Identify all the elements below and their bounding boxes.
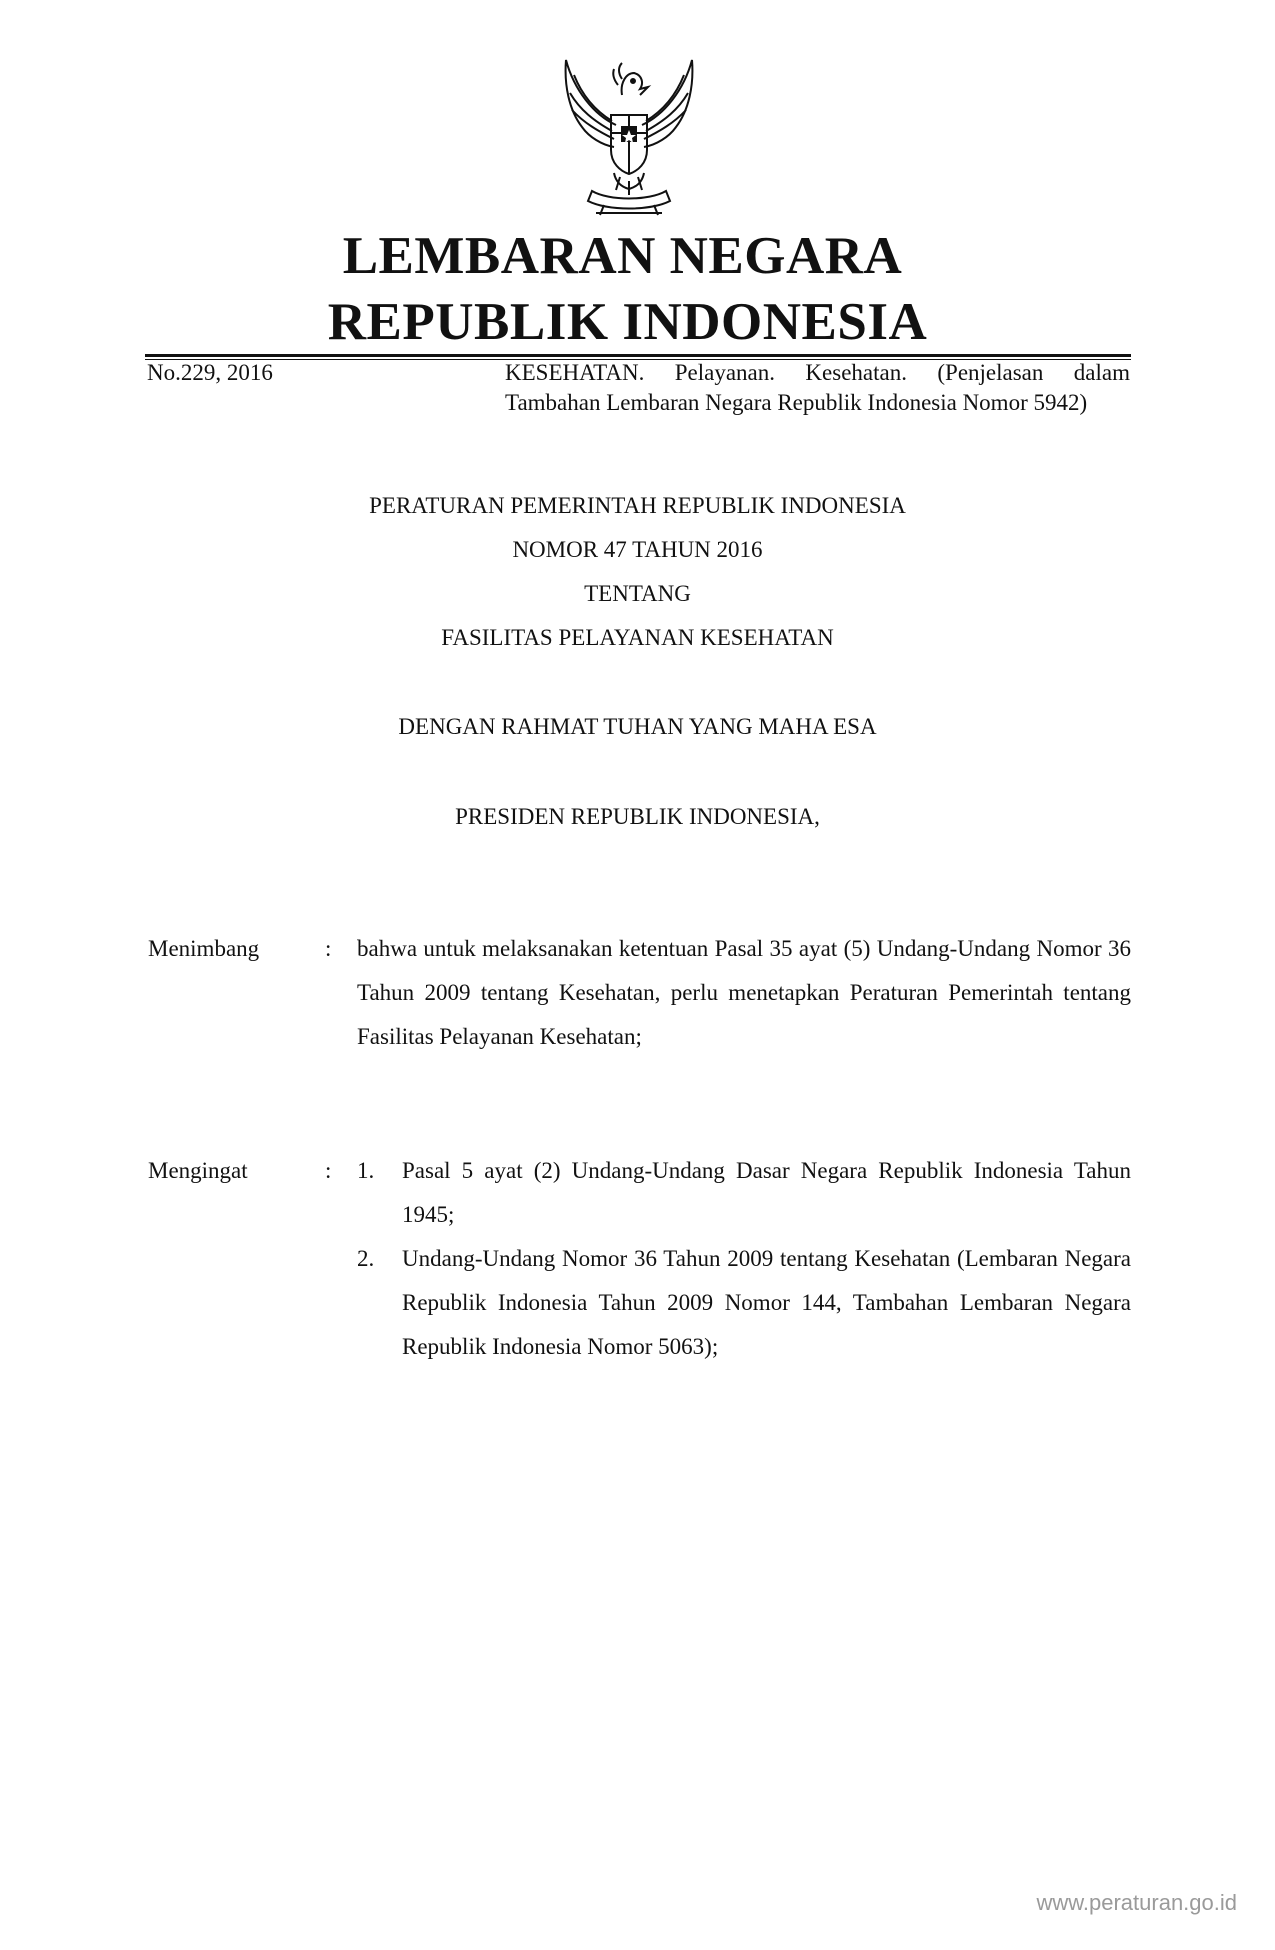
regulation-title: PERATURAN PEMERINTAH REPUBLIK INDONESIA [369, 493, 906, 518]
mengingat-item-number: 1. [357, 1158, 375, 1183]
menimbang-text: bahwa untuk melaksanakan ketentuan Pasal 35 ayat (5) Undang-Undang Nomor 36 Tahun 2009 tentang Kesehatan, perlu menetapkan Peraturan Pemerintah tentang Fasilitas Pelayanan Kesehatan; [357, 936, 1131, 1049]
mengingat-colon: : [325, 1158, 332, 1183]
mengingat-item [357, 1237, 1131, 1369]
mengingat-item [357, 1149, 1131, 1237]
regulation-about: TENTANG [584, 581, 691, 606]
regulation-number: NOMOR 47 TAHUN 2016 [512, 537, 763, 562]
document-subject: KESEHATAN. Pelayanan. Kesehatan. (Penjelasan dalam Tambahan Lembaran Negara Republik Indonesia Nomor 5942) [505, 360, 1130, 415]
mengingat-item-number: 2. [357, 1246, 375, 1271]
mengingat-item-text: Undang-Undang Nomor 36 Tahun 2009 tentang Kesehatan (Lembaran Negara Republik Indonesia Tahun 2009 Nomor 144, Tambahan Lembaran Negara Republik Indonesia Nomor 5063); [402, 1246, 1131, 1359]
blessing-line: DENGAN RAHMAT TUHAN YANG MAHA ESA [398, 714, 877, 739]
menimbang-colon: : [325, 936, 332, 961]
president-line: PRESIDEN REPUBLIK INDONESIA, [455, 804, 820, 829]
garuda-emblem-icon [554, 55, 704, 220]
gazette-title-line1: LEMBARAN NEGARA [342, 227, 903, 285]
footer-url: www.peraturan.go.id [1036, 1890, 1237, 1915]
document-number: No.229, 2016 [147, 360, 273, 385]
gazette-title-line2: REPUBLIK INDONESIA [327, 293, 928, 351]
mengingat-item-text: Pasal 5 ayat (2) Undang-Undang Dasar Negara Republik Indonesia Tahun 1945; [402, 1158, 1131, 1227]
mengingat-label: Mengingat [148, 1158, 248, 1183]
menimbang-label: Menimbang [148, 936, 260, 961]
regulation-subject: FASILITAS PELAYANAN KESEHATAN [441, 625, 834, 650]
header-rule [145, 354, 1131, 357]
